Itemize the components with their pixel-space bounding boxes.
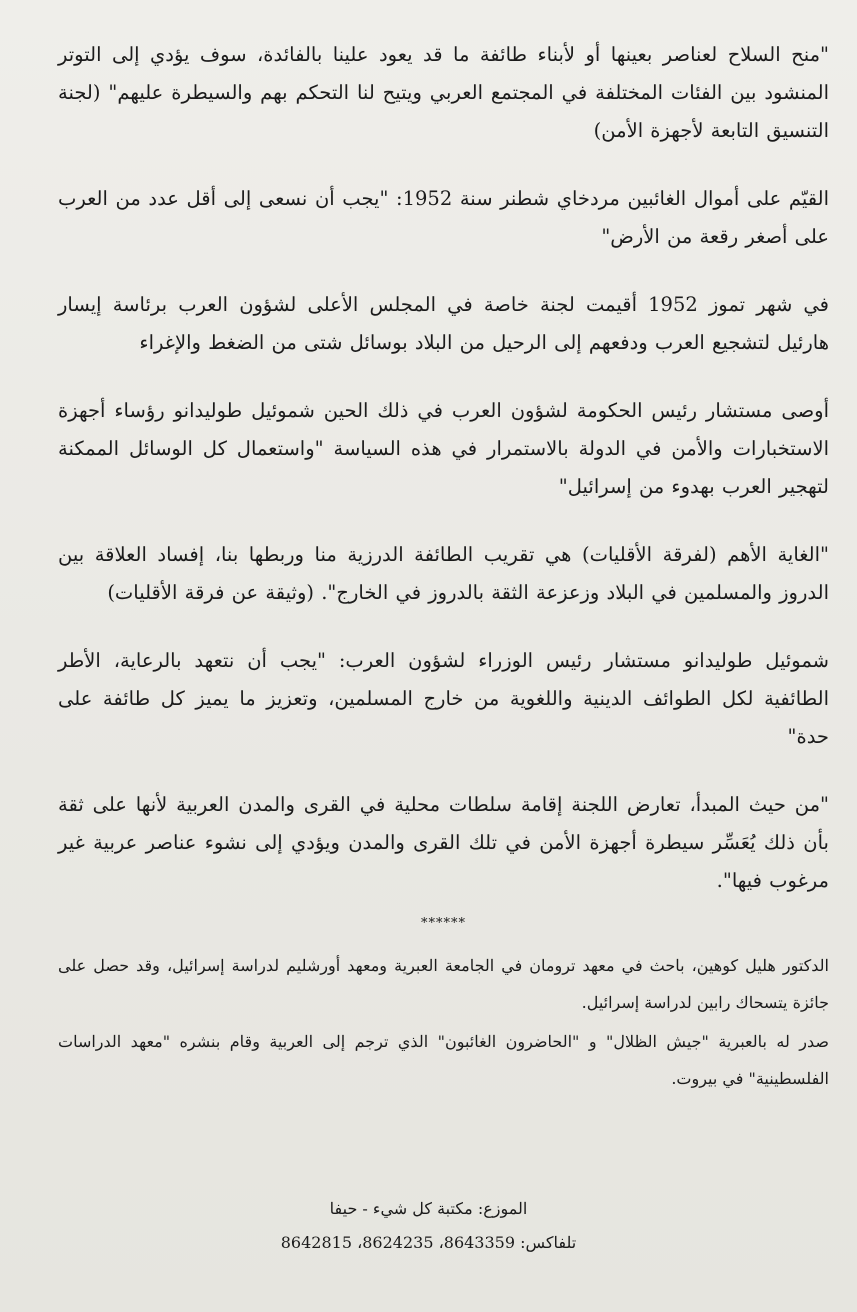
author-publications: صدر له بالعبرية "جيش الظلال" و "الحاضرون الغائبون" الذي ترجم إلى العربية وقام بنشره "معهد الدراسات الفلسطينية" في بيروت. <box>58 1032 829 1088</box>
quote-paragraph-3: في شهر تموز 1952 أقيمت لجنة خاصة في المجلس الأعلى لشؤون العرب برئاسة إيسار هارئيل لتشجيع العرب ودفعهم إلى الرحيل من البلاد بوسائل شتى من الضغط والإغراء <box>58 293 829 354</box>
distributor-line: الموزع: مكتبة كل شيء - حيفا <box>329 1199 528 1218</box>
quote-paragraph-4: أوصى مستشار رئيس الحكومة لشؤون العرب في ذلك الحين شموئيل طوليدانو رؤساء أجهزة الاستخبارات والأمن في الدولة بالاستمرار في هذه السياسة "واستعمال كل الوسائل الممكنة لتهجير العرب بهدوء من إسرائيل" <box>58 399 829 498</box>
fax-line: تلفاكس: 8643359، 8624235، 8642815 <box>280 1233 577 1252</box>
section-separator: ****** <box>421 916 466 931</box>
quote-paragraph-1: "منح السلاح لعناصر بعينها أو لأبناء طائفة ما قد يعود علينا بالفائدة، سوف يؤدي إلى التوتر المنشود بين الفئات المختلفة في المجتمع العربي ويتيح لنا التحكم بهم والسيطرة عليهم" (لجنة التنسيق التابعة لأجهزة الأمن) <box>58 43 829 142</box>
quote-paragraph-5: "الغاية الأهم (لفرقة الأقليات) هي تقريب الطائفة الدرزية منا وربطها بنا، إفساد العلاقة بين الدروز والمسلمين في البلاد وزعزعة الثقة بالدروز في الخارج". (وثيقة عن فرقة الأقليات) <box>58 543 829 604</box>
quote-paragraph-7: "من حيث المبدأ، تعارض اللجنة إقامة سلطات محلية في القرى والمدن العربية لأنها على ثقة بأن ذلك يُعَسِّر سيطرة أجهزة الأمن في تلك القرى والمدن ويؤدي إلى نشوء عناصر عربية غير مرغوب فيها". <box>58 793 829 892</box>
quote-paragraph-6: شموئيل طوليدانو مستشار رئيس الوزراء لشؤون العرب: "يجب أن نتعهد بالرعاية، الأطر الطائفية لكل الطوائف الدينية واللغوية من خارج المسلمين، وتعزيز ما يميز كل طائفة على حدة" <box>58 649 829 748</box>
author-bio: الدكتور هليل كوهين، باحث في معهد ترومان في الجامعة العبرية ومعهد أورشليم لدراسة إسرائيل، وقد حصل على جائزة يتسحاك رابين لدراسة إسرائيل. <box>58 956 829 1012</box>
distributor-footer <box>0 1192 857 1260</box>
quote-paragraph-2: القيّم على أموال الغائبين مردخاي شطنر سنة 1952: "يجب أن نسعى إلى أقل عدد من العرب على أصغر رقعة من الأرض" <box>58 187 829 248</box>
